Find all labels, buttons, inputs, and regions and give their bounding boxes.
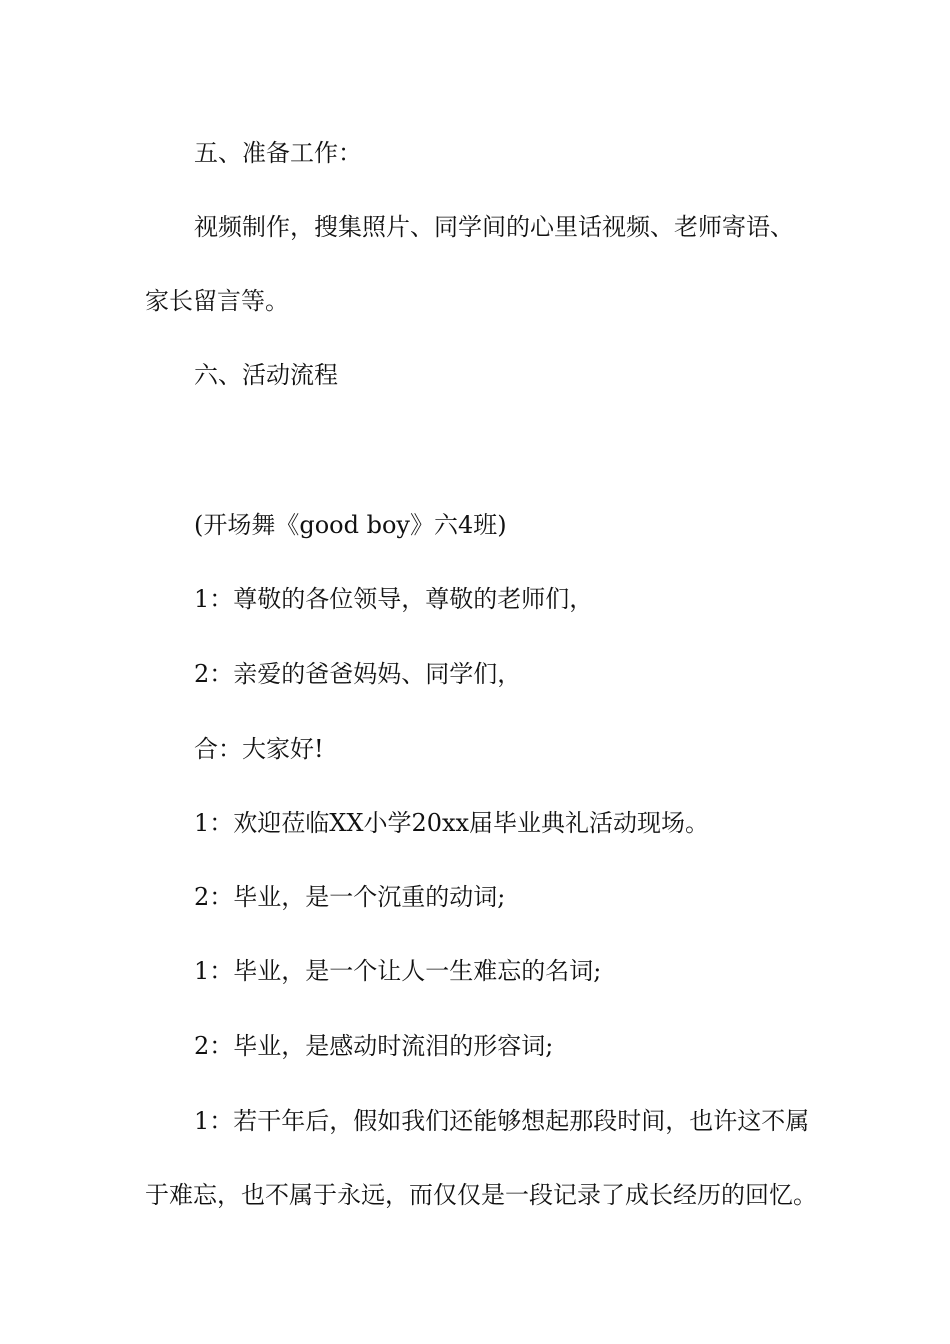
paragraph-line: 视频制作，搜集照片、同学间的心里话视频、老师寄语、	[194, 213, 794, 241]
script-line: 2：亲爱的爸爸妈妈、同学们，	[194, 660, 522, 688]
script-line: 2：毕业，是感动时流泪的形容词;	[194, 1032, 554, 1060]
section-heading-preparation: 五、准备工作：	[194, 139, 362, 167]
script-line: 1：尊敬的各位领导，尊敬的老师们，	[194, 585, 594, 613]
script-line: 1：毕业，是一个让人一生难忘的名词;	[194, 957, 602, 985]
paragraph-line: (开场舞《good boy》六4班)	[194, 511, 507, 539]
script-line: 2：毕业，是一个沉重的动词;	[194, 883, 506, 911]
script-line: 1：欢迎莅临XX小学20xx届毕业典礼活动现场。	[194, 809, 710, 837]
script-line: 于难忘，也不属于永远，而仅仅是一段记录了成长经历的回忆。	[145, 1181, 817, 1209]
script-line: 合：大家好!	[194, 735, 324, 763]
script-line: 1：若干年后，假如我们还能够想起那段时间，也许这不属	[194, 1107, 810, 1135]
section-heading-process: 六、活动流程	[194, 361, 338, 389]
paragraph-line: 家长留言等。	[145, 287, 289, 315]
